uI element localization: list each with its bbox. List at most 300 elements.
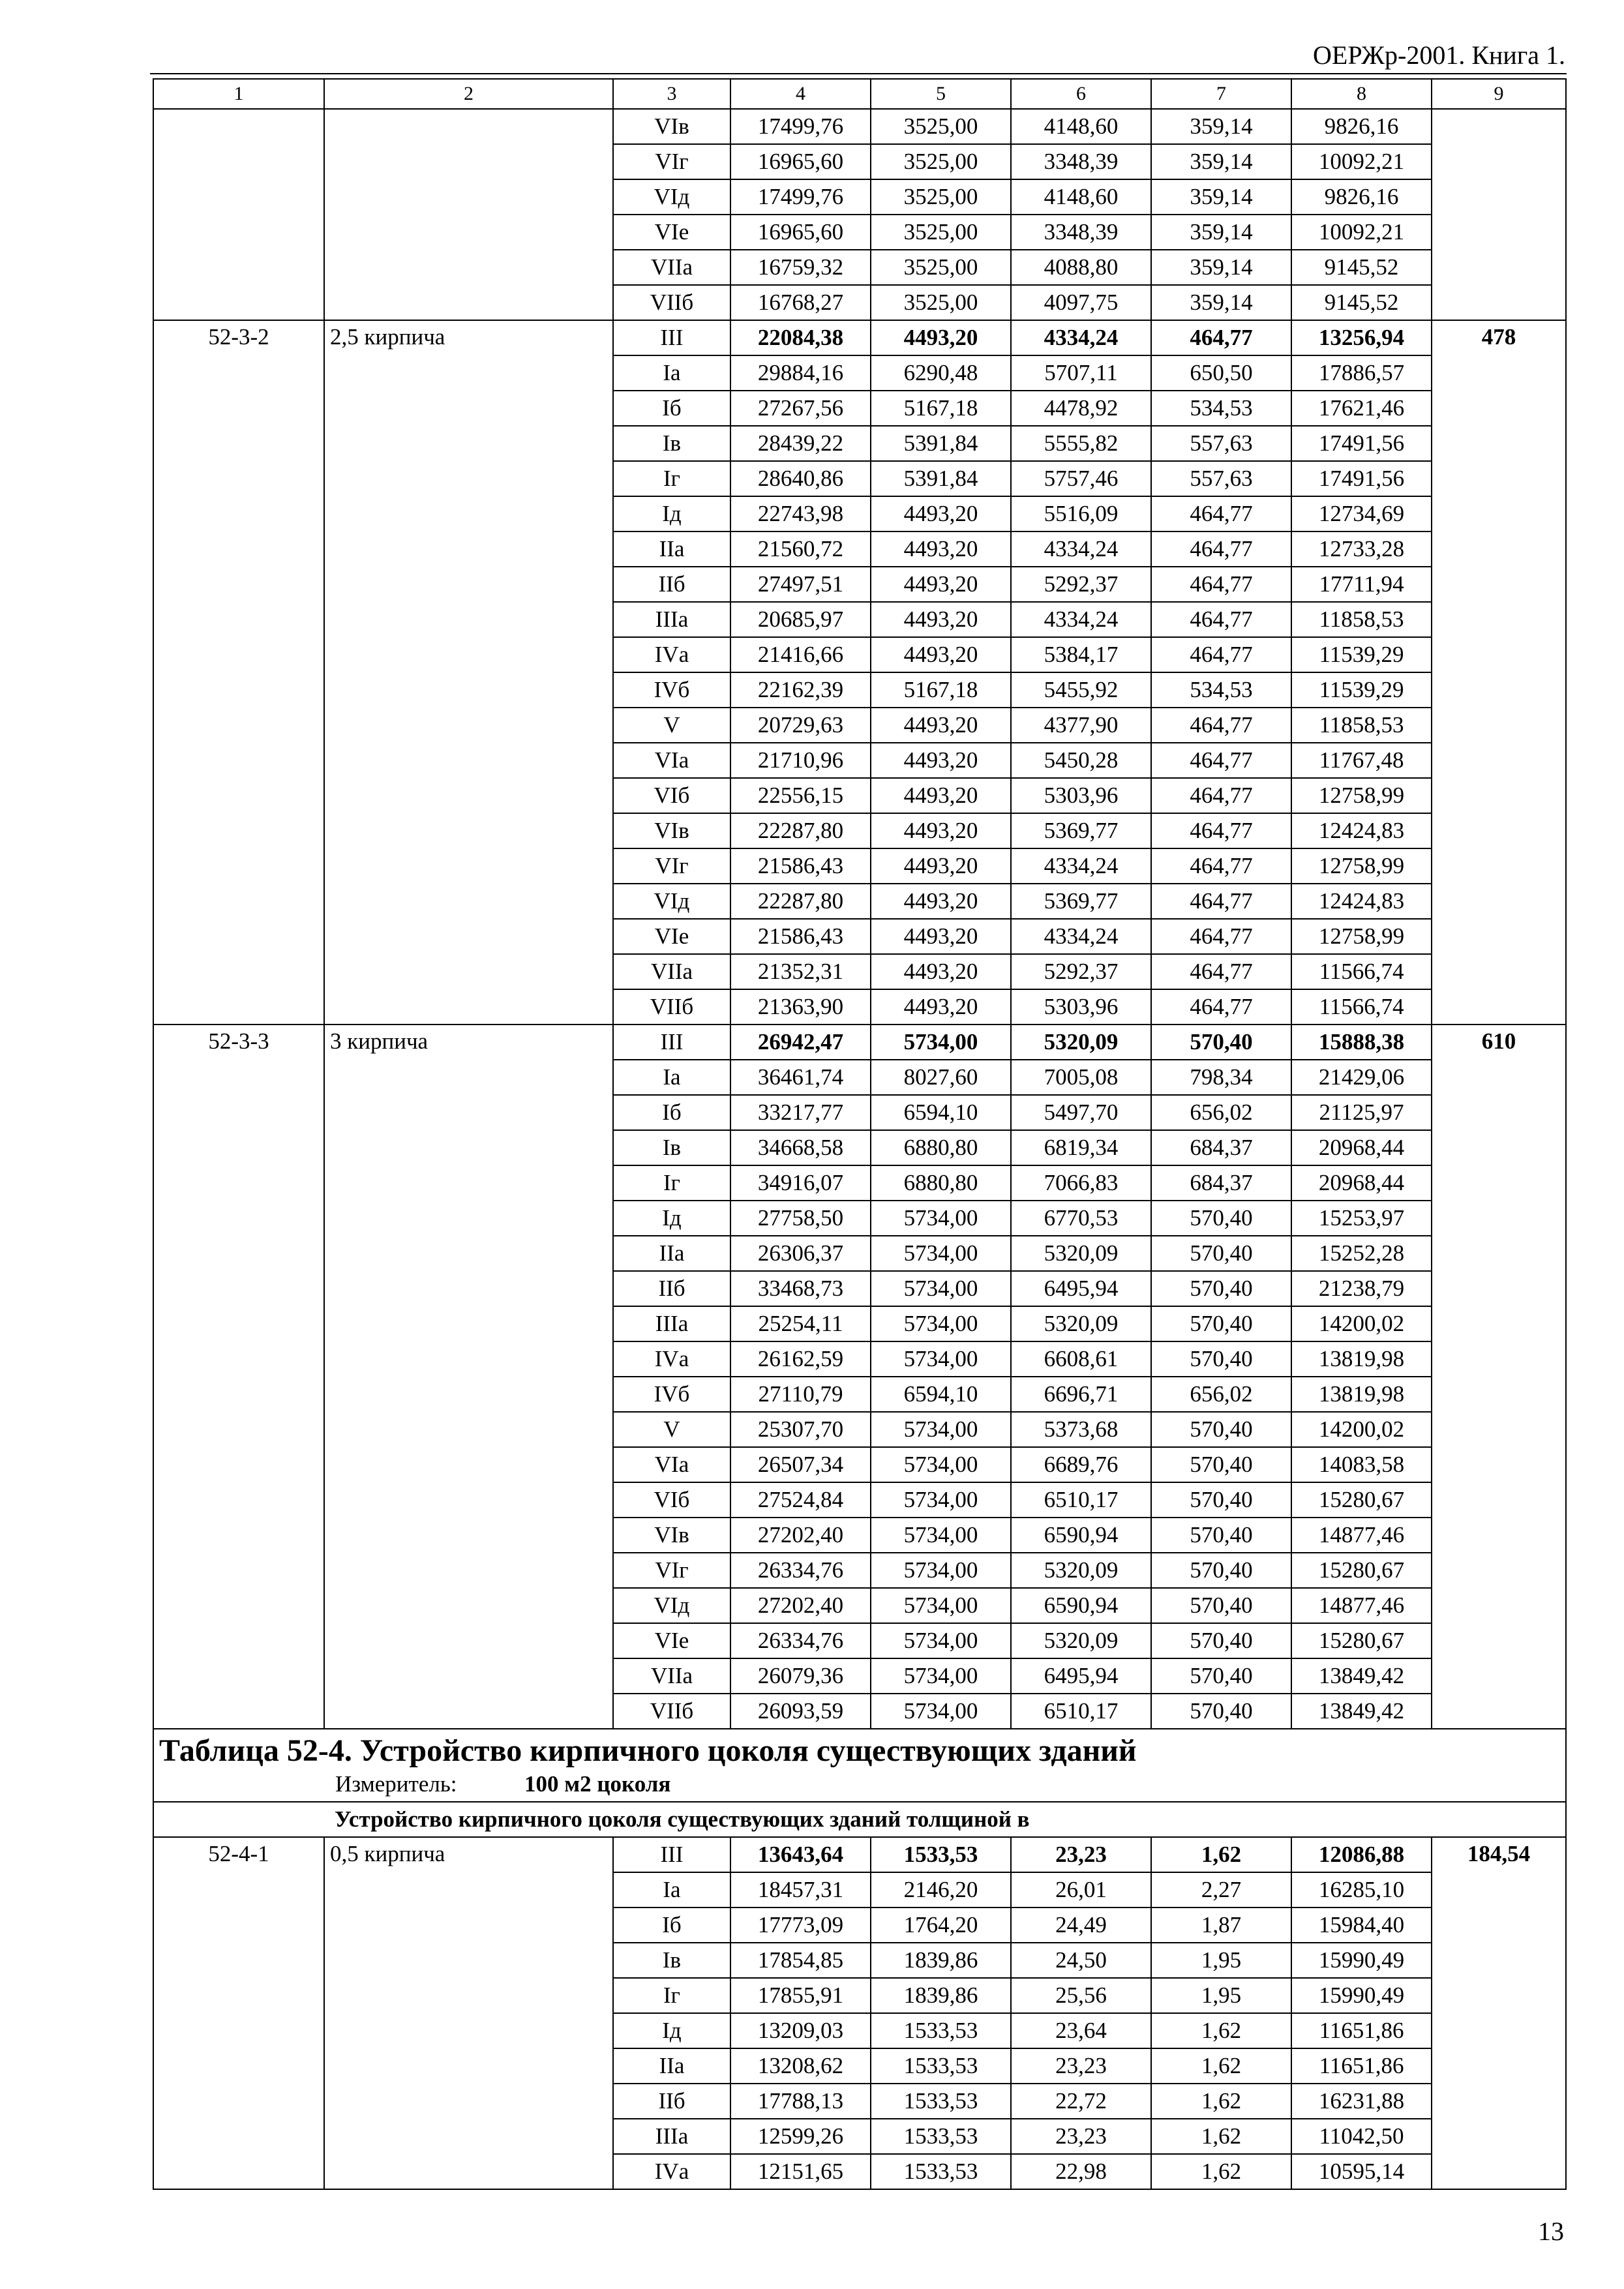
value-cell: 9145,52 [1291,285,1432,320]
value-cell: 570,40 [1151,1025,1291,1060]
zone-cell: IIб [613,567,730,602]
value-cell: 570,40 [1151,1341,1291,1377]
value-cell: 5320,09 [1011,1025,1151,1060]
value-cell: 684,37 [1151,1130,1291,1165]
value-cell: 3525,00 [871,215,1011,250]
value-cell: 22162,39 [730,672,871,708]
column-9-cell: 184,54 [1432,1837,1566,2189]
column-9-cell [1432,109,1566,320]
zone-cell: IIIа [613,1306,730,1341]
value-cell: 16965,60 [730,215,871,250]
zone-cell: Iд [613,2013,730,2048]
value-cell: 11539,29 [1291,637,1432,672]
value-cell: 24,50 [1011,1943,1151,1978]
zone-cell: Iд [613,496,730,531]
column-header: 5 [871,79,1011,109]
value-cell: 4493,20 [871,919,1011,954]
value-cell: 15280,67 [1291,1482,1432,1518]
zone-cell: IIб [613,2084,730,2119]
value-cell: 534,53 [1151,391,1291,426]
value-cell: 12758,99 [1291,778,1432,813]
value-cell: 11651,86 [1291,2048,1432,2084]
table-title-cell [153,1729,1566,1802]
zone-cell: Iа [613,355,730,391]
value-cell: 557,63 [1151,426,1291,461]
measure-row [159,1770,1560,1799]
value-cell: 17773,09 [730,1908,871,1943]
value-cell: 5734,00 [871,1306,1011,1341]
zone-cell: Iг [613,461,730,496]
value-cell: 5320,09 [1011,1553,1151,1588]
value-cell: 1,95 [1151,1978,1291,2013]
value-cell: 25,56 [1011,1978,1151,2013]
value-cell: 570,40 [1151,1201,1291,1236]
value-cell: 6590,94 [1011,1518,1151,1553]
value-cell: 11858,53 [1291,708,1432,743]
value-cell: 3525,00 [871,109,1011,144]
zone-cell: VIб [613,778,730,813]
column-header: 8 [1291,79,1432,109]
value-cell: 464,77 [1151,778,1291,813]
value-cell: 5734,00 [871,1588,1011,1623]
value-cell: 798,34 [1151,1060,1291,1095]
value-cell: 1,62 [1151,2084,1291,2119]
value-cell: 27202,40 [730,1518,871,1553]
value-cell: 1,62 [1151,1837,1291,1872]
value-cell: 8027,60 [871,1060,1011,1095]
value-cell: 10092,21 [1291,215,1432,250]
value-cell: 26,01 [1011,1872,1151,1908]
zone-cell: VIг [613,144,730,179]
value-cell: 14877,46 [1291,1518,1432,1553]
zone-cell: VIв [613,109,730,144]
value-cell: 3348,39 [1011,215,1151,250]
table-row [153,320,1566,355]
value-cell: 12086,88 [1291,1837,1432,1872]
value-cell: 464,77 [1151,743,1291,778]
value-cell: 464,77 [1151,884,1291,919]
value-cell: 4493,20 [871,884,1011,919]
value-cell: 6290,48 [871,355,1011,391]
value-cell: 12758,99 [1291,919,1432,954]
value-cell: 5450,28 [1011,743,1151,778]
rate-code-cell: 52-4-1 [153,1837,324,2189]
column-header: 3 [613,79,730,109]
value-cell: 12151,65 [730,2154,871,2189]
value-cell: 6594,10 [871,1377,1011,1412]
value-cell: 33468,73 [730,1271,871,1306]
value-cell: 16768,27 [730,285,871,320]
value-cell: 1,62 [1151,2013,1291,2048]
zone-cell: Iб [613,391,730,426]
value-cell: 359,14 [1151,179,1291,215]
value-cell: 33217,77 [730,1095,871,1130]
value-cell: 22556,15 [730,778,871,813]
rate-description-cell: 2,5 кирпича [324,320,613,1025]
value-cell: 3348,39 [1011,144,1151,179]
value-cell: 13643,64 [730,1837,871,1872]
value-cell: 26162,59 [730,1341,871,1377]
value-cell: 4493,20 [871,848,1011,884]
value-cell: 4493,20 [871,531,1011,567]
value-cell: 21586,43 [730,919,871,954]
value-cell: 570,40 [1151,1306,1291,1341]
value-cell: 15280,67 [1291,1553,1432,1588]
column-9-cell: 478 [1432,320,1566,1025]
value-cell: 5734,00 [871,1236,1011,1271]
value-cell: 25307,70 [730,1412,871,1447]
zone-cell: VIе [613,1623,730,1658]
value-cell: 5734,00 [871,1658,1011,1694]
value-cell: 15280,67 [1291,1623,1432,1658]
value-cell: 5734,00 [871,1412,1011,1447]
value-cell: 17854,85 [730,1943,871,1978]
value-cell: 4478,92 [1011,391,1151,426]
value-cell: 2146,20 [871,1872,1011,1908]
value-cell: 27110,79 [730,1377,871,1412]
value-cell: 21416,66 [730,637,871,672]
value-cell: 34668,58 [730,1130,871,1165]
value-cell: 16285,10 [1291,1872,1432,1908]
zone-cell: Iб [613,1908,730,1943]
value-cell: 11566,74 [1291,954,1432,989]
value-cell: 5734,00 [871,1553,1011,1588]
value-cell: 21363,90 [730,989,871,1025]
value-cell: 15252,28 [1291,1236,1432,1271]
value-cell: 16759,32 [730,250,871,285]
value-cell: 17499,76 [730,179,871,215]
measure-value: 100 м2 цоколя [524,1771,671,1797]
value-cell: 9145,52 [1291,250,1432,285]
zone-cell: V [613,708,730,743]
value-cell: 359,14 [1151,250,1291,285]
value-cell: 5734,00 [871,1447,1011,1482]
value-cell: 26334,76 [730,1623,871,1658]
value-cell: 5373,68 [1011,1412,1151,1447]
value-cell: 4334,24 [1011,602,1151,637]
value-cell: 5734,00 [871,1482,1011,1518]
value-cell: 1533,53 [871,2084,1011,2119]
value-cell: 22287,80 [730,813,871,848]
value-cell: 26507,34 [730,1447,871,1482]
value-cell: 5516,09 [1011,496,1151,531]
table-title-row [153,1729,1566,1802]
value-cell: 3525,00 [871,144,1011,179]
value-cell: 21586,43 [730,848,871,884]
value-cell: 6594,10 [871,1095,1011,1130]
zone-cell: VIа [613,743,730,778]
value-cell: 464,77 [1151,708,1291,743]
value-cell: 10092,21 [1291,144,1432,179]
zone-cell: IVа [613,1341,730,1377]
value-cell: 6495,94 [1011,1658,1151,1694]
value-cell: 14200,02 [1291,1412,1432,1447]
value-cell: 6608,61 [1011,1341,1151,1377]
value-cell: 656,02 [1151,1095,1291,1130]
column-header: 1 [153,79,324,109]
value-cell: 23,23 [1011,2119,1151,2154]
value-cell: 6590,94 [1011,1588,1151,1623]
value-cell: 7005,08 [1011,1060,1151,1095]
zone-cell: VIIа [613,1658,730,1694]
value-cell: 1533,53 [871,2013,1011,2048]
value-cell: 27202,40 [730,1588,871,1623]
value-cell: 570,40 [1151,1482,1291,1518]
value-cell: 25254,11 [730,1306,871,1341]
value-cell: 1533,53 [871,2048,1011,2084]
value-cell: 5320,09 [1011,1306,1151,1341]
rate-code-cell [153,109,324,320]
zone-cell: III [613,320,730,355]
value-cell: 4493,20 [871,813,1011,848]
zone-cell: VIIа [613,250,730,285]
table-body [153,79,1566,2189]
value-cell: 1,95 [1151,1943,1291,1978]
value-cell: 21238,79 [1291,1271,1432,1306]
value-cell: 13819,98 [1291,1377,1432,1412]
rate-code-cell: 52-3-2 [153,320,324,1025]
value-cell: 570,40 [1151,1447,1291,1482]
zone-cell: IVа [613,2154,730,2189]
value-cell: 36461,74 [730,1060,871,1095]
value-cell: 464,77 [1151,531,1291,567]
zone-cell: IIIа [613,602,730,637]
value-cell: 23,23 [1011,1837,1151,1872]
value-cell: 15990,49 [1291,1943,1432,1978]
value-cell: 4148,60 [1011,179,1151,215]
value-cell: 464,77 [1151,813,1291,848]
value-cell: 21429,06 [1291,1060,1432,1095]
value-cell: 5734,00 [871,1518,1011,1553]
value-cell: 5391,84 [871,461,1011,496]
value-cell: 4493,20 [871,954,1011,989]
value-cell: 464,77 [1151,954,1291,989]
value-cell: 26942,47 [730,1025,871,1060]
value-cell: 18457,31 [730,1872,871,1908]
column-number-row [153,79,1566,109]
value-cell: 6689,76 [1011,1447,1151,1482]
value-cell: 6880,80 [871,1130,1011,1165]
value-cell: 570,40 [1151,1623,1291,1658]
value-cell: 464,77 [1151,567,1291,602]
page-header: ОЕРЖр-2001. Книга 1. [1313,40,1565,70]
value-cell: 24,49 [1011,1908,1151,1943]
value-cell: 570,40 [1151,1694,1291,1729]
value-cell: 464,77 [1151,848,1291,884]
value-cell: 3525,00 [871,179,1011,215]
value-cell: 13256,94 [1291,320,1432,355]
zone-cell: VIIб [613,989,730,1025]
rate-description-cell [324,109,613,320]
zone-cell: Iа [613,1060,730,1095]
value-cell: 6770,53 [1011,1201,1151,1236]
value-cell: 5555,82 [1011,426,1151,461]
value-cell: 12734,69 [1291,496,1432,531]
table-row [153,1837,1566,1872]
value-cell: 5734,00 [871,1694,1011,1729]
value-cell: 22,98 [1011,2154,1151,2189]
value-cell: 13819,98 [1291,1341,1432,1377]
zone-cell: Iб [613,1095,730,1130]
value-cell: 1533,53 [871,2119,1011,2154]
value-cell: 6696,71 [1011,1377,1151,1412]
value-cell: 12758,99 [1291,848,1432,884]
column-9-cell: 610 [1432,1025,1566,1729]
value-cell: 359,14 [1151,109,1291,144]
zone-cell: VIв [613,1518,730,1553]
value-cell: 7066,83 [1011,1165,1151,1201]
value-cell: 5391,84 [871,426,1011,461]
zone-cell: VIд [613,884,730,919]
zone-cell: Iа [613,1872,730,1908]
value-cell: 5455,92 [1011,672,1151,708]
value-cell: 17711,94 [1291,567,1432,602]
rate-code-cell: 52-3-3 [153,1025,324,1729]
value-cell: 359,14 [1151,215,1291,250]
table-title: Таблица 52-4. Устройство кирпичного цоколя существующих зданий [159,1733,1137,1768]
value-cell: 14877,46 [1291,1588,1432,1623]
zone-cell: VIб [613,1482,730,1518]
value-cell: 1839,86 [871,1978,1011,2013]
value-cell: 4493,20 [871,602,1011,637]
value-cell: 4097,75 [1011,285,1151,320]
value-cell: 6510,17 [1011,1482,1151,1518]
value-cell: 17855,91 [730,1978,871,2013]
value-cell: 13208,62 [730,2048,871,2084]
rate-description-cell: 3 кирпича [324,1025,613,1729]
value-cell: 1764,20 [871,1908,1011,1943]
value-cell: 11651,86 [1291,2013,1432,2048]
value-cell: 570,40 [1151,1518,1291,1553]
value-cell: 3525,00 [871,285,1011,320]
value-cell: 2,27 [1151,1872,1291,1908]
value-cell: 17491,56 [1291,461,1432,496]
zone-cell: VIг [613,1553,730,1588]
value-cell: 28439,22 [730,426,871,461]
value-cell: 5292,37 [1011,567,1151,602]
value-cell: 5320,09 [1011,1236,1151,1271]
value-cell: 5292,37 [1011,954,1151,989]
zone-cell: VIг [613,848,730,884]
section-heading: Устройство кирпичного цоколя существующих зданий толщиной в [153,1802,1566,1837]
value-cell: 20968,44 [1291,1165,1432,1201]
value-cell: 5707,11 [1011,355,1151,391]
table-row [153,109,1566,144]
value-cell: 15888,38 [1291,1025,1432,1060]
value-cell: 23,23 [1011,2048,1151,2084]
zone-cell: VIIа [613,954,730,989]
zone-cell: III [613,1837,730,1872]
zone-cell: IVб [613,672,730,708]
value-cell: 5384,17 [1011,637,1151,672]
value-cell: 4334,24 [1011,919,1151,954]
value-cell: 1533,53 [871,1837,1011,1872]
value-cell: 557,63 [1151,461,1291,496]
rate-description-cell: 0,5 кирпича [324,1837,613,2189]
column-header: 6 [1011,79,1151,109]
zone-cell: VIе [613,919,730,954]
value-cell: 27267,56 [730,391,871,426]
zone-cell: Iг [613,1165,730,1201]
value-cell: 11858,53 [1291,602,1432,637]
value-cell: 21560,72 [730,531,871,567]
value-cell: 14200,02 [1291,1306,1432,1341]
column-header: 7 [1151,79,1291,109]
value-cell: 4493,20 [871,496,1011,531]
value-cell: 4493,20 [871,778,1011,813]
column-header: 4 [730,79,871,109]
value-cell: 27497,51 [730,567,871,602]
value-cell: 9826,16 [1291,109,1432,144]
value-cell: 15990,49 [1291,1978,1432,2013]
value-cell: 20729,63 [730,708,871,743]
value-cell: 650,50 [1151,355,1291,391]
zone-cell: VIд [613,179,730,215]
value-cell: 5734,00 [871,1623,1011,1658]
value-cell: 17621,46 [1291,391,1432,426]
value-cell: 6880,80 [871,1165,1011,1201]
header-rule [150,73,1567,74]
zone-cell: IIа [613,531,730,567]
value-cell: 6819,34 [1011,1130,1151,1165]
value-cell: 23,64 [1011,2013,1151,2048]
value-cell: 20685,97 [730,602,871,637]
value-cell: 464,77 [1151,989,1291,1025]
value-cell: 3525,00 [871,250,1011,285]
value-cell: 4493,20 [871,989,1011,1025]
value-cell: 5757,46 [1011,461,1151,496]
value-cell: 5303,96 [1011,989,1151,1025]
price-table [153,78,1567,2190]
value-cell: 26079,36 [730,1658,871,1694]
value-cell: 17788,13 [730,2084,871,2119]
value-cell: 16231,88 [1291,2084,1432,2119]
value-cell: 4377,90 [1011,708,1151,743]
value-cell: 26306,37 [730,1236,871,1271]
value-cell: 464,77 [1151,496,1291,531]
zone-cell: IIа [613,1236,730,1271]
section-heading-row [153,1802,1566,1837]
measure-label: Измеритель: [335,1771,457,1797]
zone-cell: VIе [613,215,730,250]
value-cell: 15984,40 [1291,1908,1432,1943]
value-cell: 5303,96 [1011,778,1151,813]
zone-cell: Iв [613,1943,730,1978]
value-cell: 359,14 [1151,285,1291,320]
value-cell: 570,40 [1151,1553,1291,1588]
value-cell: 12599,26 [730,2119,871,2154]
value-cell: 4493,20 [871,567,1011,602]
zone-cell: VIIб [613,1694,730,1729]
table-row [153,1025,1566,1060]
value-cell: 5497,70 [1011,1095,1151,1130]
value-cell: 4493,20 [871,743,1011,778]
value-cell: 26334,76 [730,1553,871,1588]
zone-cell: VIIб [613,285,730,320]
value-cell: 4493,20 [871,320,1011,355]
value-cell: 5734,00 [871,1201,1011,1236]
value-cell: 570,40 [1151,1658,1291,1694]
value-cell: 21710,96 [730,743,871,778]
value-cell: 14083,58 [1291,1447,1432,1482]
value-cell: 4148,60 [1011,109,1151,144]
value-cell: 534,53 [1151,672,1291,708]
value-cell: 4493,20 [871,708,1011,743]
value-cell: 1,62 [1151,2154,1291,2189]
zone-cell: III [613,1025,730,1060]
value-cell: 5734,00 [871,1341,1011,1377]
value-cell: 11767,48 [1291,743,1432,778]
